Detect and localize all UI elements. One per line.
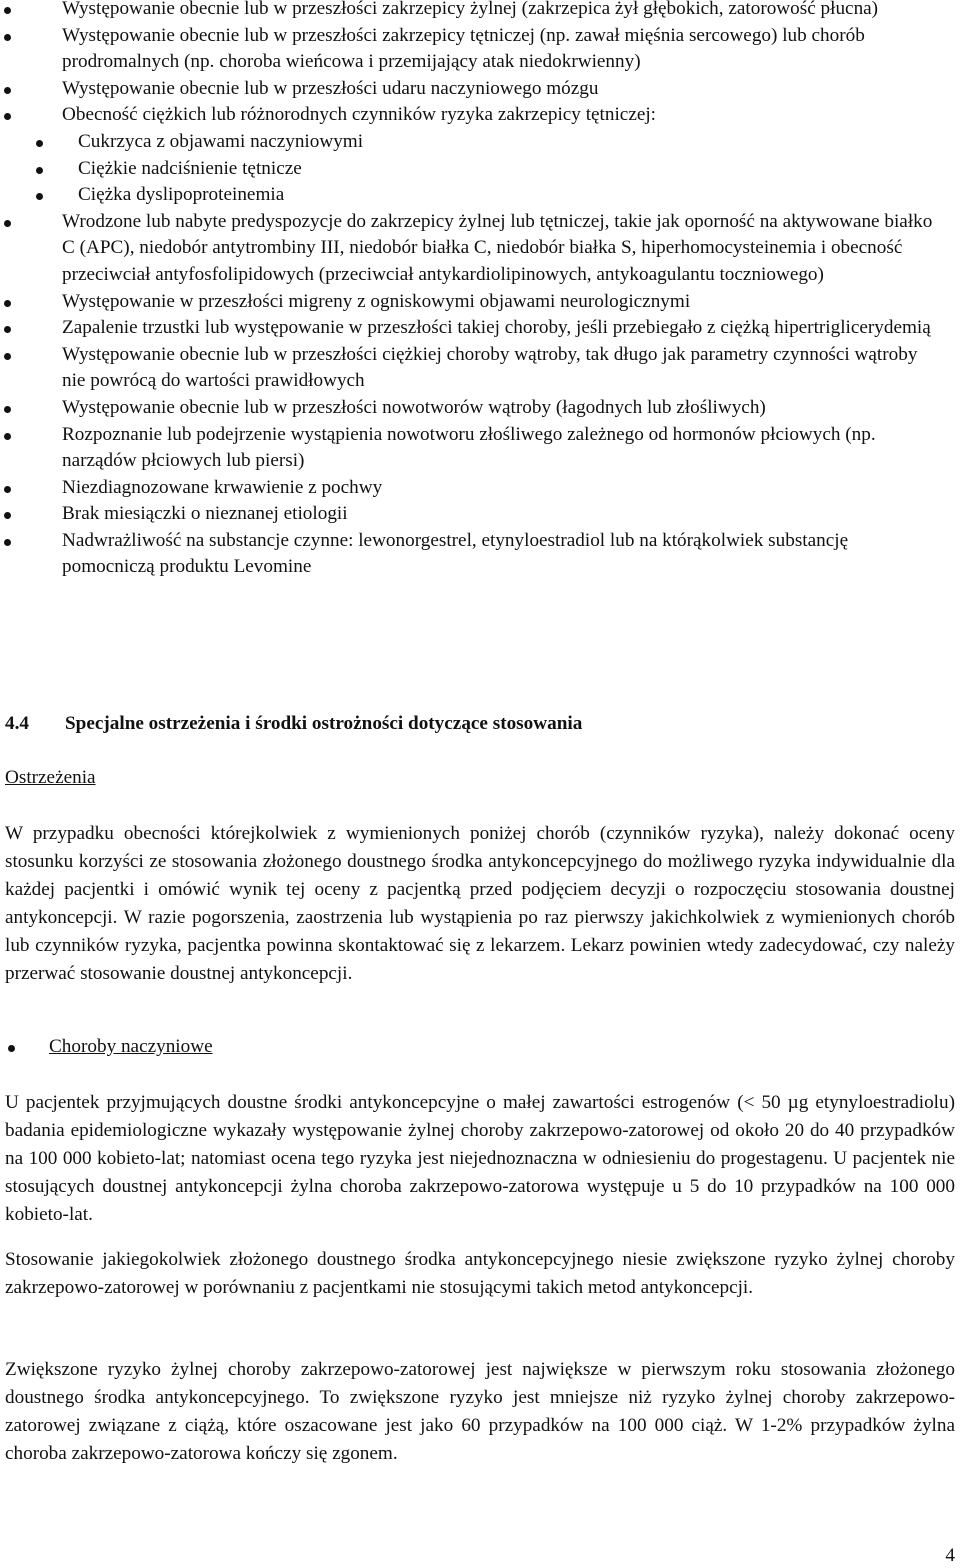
list-item-text: Ciężka dyslipoproteinemia	[78, 184, 285, 206]
bullet-icon	[4, 539, 11, 546]
section-number: 4.4	[5, 713, 29, 734]
list-item	[0, 422, 960, 475]
bullet-icon	[4, 406, 11, 413]
list-item	[0, 102, 960, 129]
list-item-text: Nadwrażliwość na substancje czynne: lewonorgestrel, etynyloestradiol lub na którąkolwiek substancję pomocniczą produktu Levomine	[62, 529, 849, 578]
list-item-nested	[0, 182, 960, 209]
paragraph-vte-first-year: Zwiększone ryzyko żylnej choroby zakrzepowo-zatorowej jest największe w pierwszym roku stosowania złożonego doustnego środka antykoncepcyjnego. To zwiększone ryzyko jest mniejsze niż ryzyko żylnej choroby zakrzepowo-zatorowej związane z ciążą, które oszacowane jest jako 60 przypadków na 100 000 ciąż. W 1-2% przypadków żylna choroba zakrzepowo-zatorowa kończy się zgonem.	[5, 1359, 955, 1464]
list-item-text: Występowanie obecnie lub w przeszłości nowotworów wątroby (łagodnych lub złośliwych)	[62, 396, 766, 418]
bullet-icon	[4, 7, 11, 14]
bullet-icon	[36, 193, 43, 200]
warnings-subheading: Ostrzeżenia	[5, 767, 96, 788]
list-item-text: Występowanie obecnie lub w przeszłości zakrzepicy żylnej (zakrzepica żył głębokich, zatorowość płucna)	[62, 0, 879, 19]
list-item	[0, 289, 960, 316]
bullet-icon	[4, 433, 11, 440]
bullet-icon	[36, 140, 43, 147]
list-item-text: Występowanie w przeszłości migreny z ogniskowymi objawami neurologicznymi	[62, 290, 691, 312]
bullet-icon	[4, 87, 11, 94]
list-item	[0, 501, 960, 528]
list-item	[0, 315, 960, 342]
bullet-icon	[4, 34, 11, 41]
bullet-icon	[4, 220, 11, 227]
section-title: Specjalne ostrzeżenia i środki ostrożności dotyczące stosowania	[65, 713, 583, 734]
list-item-text: Rozpoznanie lub podejrzenie wystąpienia nowotworu złośliwego zależnego od hormonów płciowych (np. narządów płciowych lub piersi)	[62, 423, 876, 472]
section-heading	[5, 710, 582, 738]
bullet-icon	[4, 113, 11, 120]
paragraph-vte-incidence: U pacjentek przyjmujących doustne środki antykoncepcyjne o małej zawartości estrogenów (< 50 µg etynyloestradiolu) badania epidemiologiczne wykazały występowanie żylnej choroby zakrzepowo-zatorowej od około 20 do 40 przypadków na 100 000 kobieto-lat; natomiast ocena tego ryzyka jest niejednoznaczna w odniesieniu do progestagenu. U pacjentek nie stosujących doustnej antykoncepcji żylna choroba zakrzepowo-zatorowa występuje u 5 do 10 przypadków na 100 000 kobieto-lat.	[5, 1092, 955, 1225]
page-number: 4	[945, 1545, 955, 1566]
list-item-text: Cukrzyca z objawami naczyniowymi	[78, 130, 364, 152]
list-item-text: Zapalenie trzustki lub występowanie w przeszłości takiej choroby, jeśli przebiegało z ciężką hipertriglicerydemią	[62, 317, 931, 339]
list-item-text: Ciężkie nadciśnienie tętnicze	[78, 157, 302, 179]
paragraph-vte-risk: Stosowanie jakiegokolwiek złożonego doustnego środka antykoncepcyjnego niesie zwiększone ryzyko żylnej choroby zakrzepowo-zatorowej w porównaniu z pacjentkami nie stosującymi takich metod antykoncepcji.	[5, 1249, 955, 1298]
bullet-icon	[4, 300, 11, 307]
contraindications-list	[0, 0, 960, 581]
list-item	[0, 342, 960, 395]
bullet-icon	[4, 486, 11, 493]
bullet-icon	[4, 512, 11, 519]
list-item-nested	[0, 156, 960, 183]
bullet-icon	[4, 353, 11, 360]
list-item	[0, 475, 960, 502]
bullet-icon	[8, 1045, 15, 1052]
list-item-text: Niezdiagnozowane krwawienie z pochwy	[62, 476, 383, 498]
list-item-text: Brak miesiączki o nieznanej etiologii	[62, 503, 348, 525]
list-item	[0, 23, 960, 76]
list-item-text: Obecność ciężkich lub różnorodnych czynników ryzyka zakrzepicy tętniczej:	[62, 104, 657, 126]
list-item	[0, 0, 960, 23]
bullet-icon	[4, 326, 11, 333]
list-item	[0, 528, 960, 581]
list-item-text: Występowanie obecnie lub w przeszłości zakrzepicy tętniczej (np. zawał mięśnia sercowego) lub chorób prodromalnych (np. choroba wieńcowa i przemijający atak niedokrwienny)	[62, 24, 865, 73]
list-item-text: Wrodzone lub nabyte predyspozycje do zakrzepicy żylnej lub tętniczej, takie jak oporność na aktywowane białko C (APC), niedobór antytrombiny III, niedobór białka C, niedobór białka S, hiperhomocysteinemia i obecność przeciwciał antyfosfolipidowych (przeciwciał antykardiolipinowych, antykoagulantu toczniowego)	[62, 210, 933, 285]
list-item	[0, 76, 960, 103]
list-item-nested	[0, 129, 960, 156]
warnings-paragraph: W przypadku obecności którejkolwiek z wymienionych poniżej chorób (czynników ryzyka), należy dokonać oceny stosunku korzyści ze stosowania złożonego doustnego środka antykoncepcyjnego do możliwego ryzyka indywidualnie dla każdej pacjentki i omówić wynik tej oceny z pacjentką przed podjęciem decyzji o rozpoczęciu stosowania doustnej antykoncepcji. W razie pogorszenia, zaostrzenia lub wystąpienia po raz pierwszy jakichkolwiek z wymienionych chorób lub czynników ryzyka, pacjentka powinna skontaktować się z lekarzem. Lekarz powinien wtedy zadecydować, czy należy przerwać stosowanie doustnej antykoncepcji.	[5, 823, 955, 984]
vascular-diseases-label: Choroby naczyniowe	[49, 1036, 213, 1057]
list-item-text: Występowanie obecnie lub w przeszłości udaru naczyniowego mózgu	[62, 77, 599, 99]
list-item	[0, 395, 960, 422]
list-item	[0, 209, 960, 289]
bullet-icon	[36, 167, 43, 174]
list-item-text: Występowanie obecnie lub w przeszłości ciężkiej choroby wątroby, tak długo jak parametry czynności wątroby nie powrócą do wartości prawidłowych	[62, 343, 918, 392]
